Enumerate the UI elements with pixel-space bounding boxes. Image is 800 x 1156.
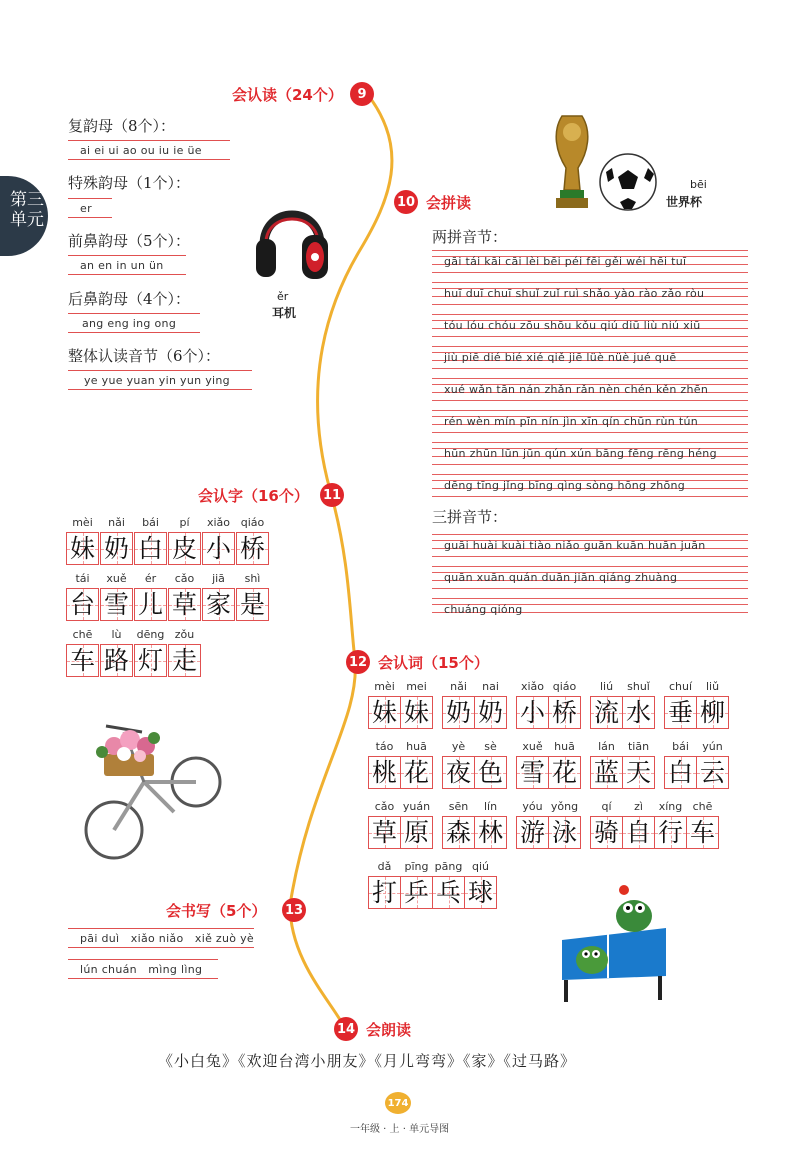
char-pinyin: lán [598, 740, 615, 753]
unit-tab: 第三 单元 [0, 176, 48, 256]
te-yunmu-items: er [80, 202, 92, 215]
section-9-number: 9 [350, 82, 374, 106]
char-pinyin: mei [406, 680, 427, 693]
char-pinyin: bái [672, 740, 689, 753]
char-pinyin: xuě [106, 572, 127, 585]
char-pinyin: sè [484, 740, 497, 753]
char-pinyin: dǎ [377, 860, 392, 873]
char-pinyin: nai [482, 680, 499, 693]
char-pinyin: xíng [658, 800, 683, 813]
headphones-caption: 耳机 [272, 306, 297, 320]
renci-char-cell: 云 [696, 756, 729, 789]
renci-char-cell: 乒 [400, 876, 433, 909]
renci-char-cell: 水 [622, 696, 655, 729]
football-image [598, 152, 658, 212]
renzi-char-cell: 小 [202, 532, 235, 565]
renci-char-cell: 泳 [548, 816, 581, 849]
renzi-char-cell: 台 [66, 588, 99, 621]
qian-yunmu-items: an en in un ün [80, 259, 164, 272]
renci-char-cell: 小 [516, 696, 549, 729]
renzi-char-cell: 灯 [134, 644, 167, 677]
renzi-char-cell: 家 [202, 588, 235, 621]
renci-char-cell: 蓝 [590, 756, 623, 789]
section-14-number: 14 [334, 1017, 358, 1041]
renci-char-cell: 花 [400, 756, 433, 789]
sanpin-line-2: quān xuān quán duān jiān qiáng zhuàng [444, 571, 678, 584]
liangpin-line-6: rén wèn mín pīn nín jìn xīn qín chūn rùn tún [444, 415, 698, 428]
renci-char-cell: 原 [400, 816, 433, 849]
fu-yunmu-items: ai ei ui ao ou iu ie üe [80, 144, 202, 157]
zhengti-items: ye yue yuan yin yun ying [84, 374, 230, 387]
char-pinyin: ér [144, 572, 157, 585]
renci-char-cell: 自 [622, 816, 655, 849]
char-pinyin: shì [244, 572, 261, 585]
renzi-char-cell: 皮 [168, 532, 201, 565]
char-pinyin: chuí [668, 680, 693, 693]
char-pinyin: yǒng [550, 800, 579, 813]
zhengti-label: 整体认读音节（6个）： [68, 347, 221, 365]
char-pinyin: cǎo [374, 800, 395, 813]
section-12-title: 会认词（15个） [378, 654, 489, 672]
shuxie-line-2: lún chuán mìng lìng [80, 963, 203, 976]
renci-char-cell: 打 [368, 876, 401, 909]
char-pinyin: liú [599, 680, 614, 693]
bicycle-image [84, 712, 224, 872]
renci-char-cell: 奶 [442, 696, 475, 729]
renci-char-cell: 天 [622, 756, 655, 789]
char-pinyin: chē [692, 800, 713, 813]
char-pinyin: yún [702, 740, 723, 753]
section-12-number: 12 [346, 650, 370, 674]
renci-char-cell: 林 [474, 816, 507, 849]
page-number-badge [385, 1092, 411, 1114]
renci-char-cell: 森 [442, 816, 475, 849]
char-pinyin: shuǐ [627, 680, 650, 693]
page-number: 174 [387, 1097, 409, 1109]
char-pinyin: lù [111, 628, 122, 641]
renci-char-cell: 奶 [474, 696, 507, 729]
renzi-char-cell: 车 [66, 644, 99, 677]
fu-yunmu-label: 复韵母（8个）： [68, 117, 176, 135]
renzi-char-cell: 白 [134, 532, 167, 565]
renci-char-cell: 雪 [516, 756, 549, 789]
char-pinyin: zǒu [174, 628, 195, 641]
renci-char-cell: 色 [474, 756, 507, 789]
char-pinyin: huā [554, 740, 575, 753]
char-pinyin: nǎi [450, 680, 467, 693]
renci-char-cell: 白 [664, 756, 697, 789]
char-pinyin: yè [451, 740, 466, 753]
sanpin-label: 三拼音节： [432, 508, 508, 526]
footer-text: 一年级 · 上 · 单元导图 [350, 1124, 450, 1135]
section-14-title: 会朗读 [366, 1021, 412, 1039]
renci-char-cell: 桥 [548, 696, 581, 729]
qian-yunmu-label: 前鼻韵母（5个）： [68, 232, 191, 250]
renzi-char-cell: 草 [168, 588, 201, 621]
char-pinyin: qí [601, 800, 612, 813]
char-pinyin: xuě [522, 740, 543, 753]
char-pinyin: mèi [374, 680, 395, 693]
liangpin-line-3: tóu lóu chóu zōu shōu kǒu qiú diū liù niú xiū [444, 319, 701, 332]
renci-char-cell: 妹 [368, 696, 401, 729]
renci-char-cell: 车 [686, 816, 719, 849]
renci-char-cell: 流 [590, 696, 623, 729]
char-pinyin: pīng [404, 860, 429, 873]
char-pinyin: zì [634, 800, 643, 813]
section-13-title: 会书写（5个） [166, 902, 267, 920]
liangpin-line-1: gāi tái kāi cāi lèi bēi péi fēi gěi wéi hēi tuī [444, 255, 687, 268]
sanpin-line-1: guāi huài kuài tiào niǎo guān kuān huān juān [444, 539, 706, 552]
renci-char-cell: 桃 [368, 756, 401, 789]
char-pinyin: chē [72, 628, 93, 641]
hou-yunmu-items: ang eng ing ong [82, 317, 177, 330]
liangpin-line-2: huī duī chuī shuǐ zuǐ ruì shǎo yào rào zǎo ròu [444, 287, 705, 300]
renzi-char-cell: 是 [236, 588, 269, 621]
char-pinyin: tiān [627, 740, 650, 753]
renci-char-cell: 柳 [696, 696, 729, 729]
char-pinyin: pí [179, 516, 190, 529]
char-pinyin: yóu [522, 800, 543, 813]
renci-char-cell: 游 [516, 816, 549, 849]
renzi-char-cell: 雪 [100, 588, 133, 621]
char-pinyin: sēn [448, 800, 469, 813]
renci-char-cell: 行 [654, 816, 687, 849]
renci-char-cell: 夜 [442, 756, 475, 789]
headphones-pinyin: ěr [277, 290, 289, 303]
char-pinyin: cǎo [174, 572, 195, 585]
trophy-image [548, 112, 596, 212]
pingpong-cartoon-image [548, 880, 668, 1005]
section-11-number: 11 [320, 483, 344, 507]
char-pinyin: jiā [212, 572, 225, 585]
char-pinyin: yuán [402, 800, 431, 813]
headphones-image [252, 195, 332, 285]
section-11-title: 会认字（16个） [198, 487, 309, 505]
renzi-char-cell: 走 [168, 644, 201, 677]
char-pinyin: qiáo [552, 680, 577, 693]
trophy-pinyin: bēi [690, 178, 707, 191]
renci-char-cell: 乓 [432, 876, 465, 909]
char-pinyin: liǔ [705, 680, 720, 693]
renzi-char-cell: 妹 [66, 532, 99, 565]
renzi-char-cell: 儿 [134, 588, 167, 621]
sanpin-line-3: chuáng qióng [444, 603, 523, 616]
char-pinyin: táo [375, 740, 394, 753]
char-pinyin: nǎi [108, 516, 125, 529]
char-pinyin: pāng [434, 860, 463, 873]
liangpin-line-5: xué wǎn tān nán zhǎn rǎn nèn chén kěn zhēn [444, 383, 709, 396]
renzi-char-cell: 路 [100, 644, 133, 677]
char-pinyin: xiǎo [520, 680, 545, 693]
section-13-number: 13 [282, 898, 306, 922]
section-10-number: 10 [394, 190, 418, 214]
renzi-char-cell: 桥 [236, 532, 269, 565]
liangpin-line-4: jiù piē dié bié xié qiě jiē lüè nüè jué quē [444, 351, 677, 364]
liangpin-line-8: dēng tīng jǐng bīng qìng sòng hōng zhōng [444, 479, 686, 492]
te-yunmu-label: 特殊韵母（1个）： [68, 174, 191, 192]
char-pinyin: tái [75, 572, 90, 585]
char-pinyin: bái [142, 516, 159, 529]
char-pinyin: lín [483, 800, 498, 813]
hou-yunmu-label: 后鼻韵母（4个）： [68, 290, 191, 308]
char-pinyin: dēng [136, 628, 165, 641]
renzi-char-cell: 奶 [100, 532, 133, 565]
trophy-caption: 世界杯 [666, 195, 703, 209]
char-pinyin: mèi [72, 516, 93, 529]
renci-char-cell: 垂 [664, 696, 697, 729]
char-pinyin: qiú [471, 860, 489, 873]
char-pinyin: qiáo [240, 516, 265, 529]
section-10-title: 会拼读 [426, 194, 472, 212]
renci-char-cell: 球 [464, 876, 497, 909]
langdu-texts: 《小白兔》《欢迎台湾小朋友》《月儿弯弯》《家》《过马路》 [158, 1052, 577, 1070]
char-pinyin: huā [406, 740, 427, 753]
section-9-title: 会认读（24个） [232, 86, 343, 104]
liangpin-label: 两拼音节： [432, 228, 508, 246]
renci-char-cell: 妹 [400, 696, 433, 729]
liangpin-line-7: hūn zhūn lūn jūn qún xún bāng fēng rēng héng [444, 447, 717, 460]
renci-char-cell: 花 [548, 756, 581, 789]
shuxie-line-1: pāi duì xiǎo niǎo xiě zuò yè [80, 932, 254, 945]
char-pinyin: xiǎo [206, 516, 231, 529]
renci-char-cell: 骑 [590, 816, 623, 849]
renci-char-cell: 草 [368, 816, 401, 849]
